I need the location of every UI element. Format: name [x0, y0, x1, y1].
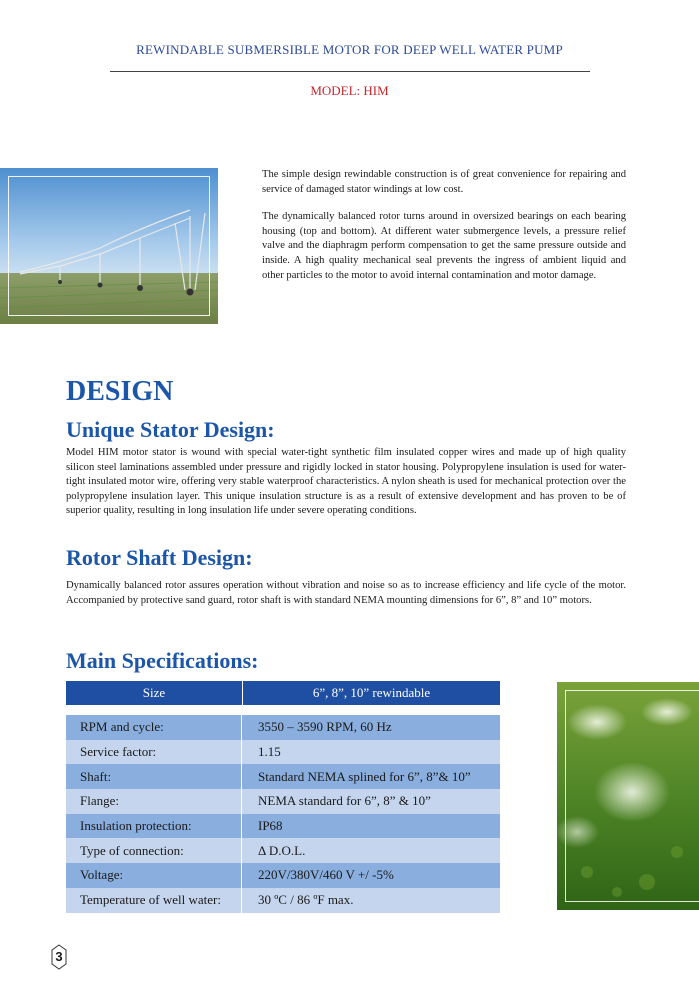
intro-paragraph-2: The dynamically balanced rotor turns around in oversized bearings on each bearing housing (top and bottom). At different water submergence levels, a pressure relief valve and the diaphragm perform compensation to get the same pressure outside and inside. A high quality mechanical seal prevents the ingress of ambient liquid and other particles to the motor to avoid internal contamination and motor damage. [262, 211, 626, 281]
table-row [66, 715, 500, 740]
spec-label: Flange: [66, 789, 242, 814]
table-row [66, 888, 500, 913]
spec-label: Insulation protection: [66, 814, 242, 839]
page-number-label: 3 [55, 949, 63, 964]
size-header-label: Size [66, 681, 243, 705]
design-heading: DESIGN [66, 376, 174, 407]
size-header-value: 6”, 8”, 10” rewindable [312, 685, 431, 700]
photo-frame [565, 690, 699, 902]
page-number [50, 944, 68, 970]
spec-value: Standard NEMA splined for 6”, 8”& 10” [258, 768, 471, 784]
specifications-table [66, 681, 500, 913]
spec-label: RPM and cycle: [66, 715, 242, 740]
spec-label: Temperature of well water: [66, 888, 242, 913]
spec-value: 220V/380V/460 V +/ -5% [258, 867, 394, 883]
spec-value: 30 ºC / 86 ºF max. [258, 892, 354, 908]
table-row [66, 789, 500, 814]
header-divider [110, 71, 590, 72]
specifications-heading: Main Specifications: [66, 648, 259, 673]
rotor-paragraph: Dynamically balanced rotor assures operation without vibration and noise so as to increase efficiency and life cycle of the motor. Accompanied by protective sand guard, rotor shaft is with standard NEMA mounting dimensions for 6”, 8” and 10” motors. [66, 580, 626, 606]
model-label: MODEL: HIM [310, 83, 389, 98]
table-row [66, 764, 500, 789]
photo-frame [8, 176, 210, 316]
stator-paragraph: Model HIM motor stator is wound with special water-tight synthetic film insulated copper wires and made up of high quality silicon steel laminations assembled under pressure and rigidly locked in stator housing. Polypropylene insulation is used for water-tight insulated motor wire, offering very stable waterproof characteristics. A nylon sheath is used for mechanical protection over the polypropylene insulation layer. This unique insulation structure is as a result of extensive development and has proven to be of superior quality, resulting in long insulation life under severe operating conditions. [66, 447, 626, 517]
spec-value: IP68 [258, 818, 283, 834]
spec-value: 3550 – 3590 RPM, 60 Hz [258, 719, 392, 735]
spec-value: Δ D.O.L. [258, 842, 306, 858]
rotor-heading: Rotor Shaft Design: [66, 545, 253, 570]
table-row [66, 740, 500, 765]
table-header-row [66, 681, 500, 705]
irrigation-photo [0, 168, 218, 324]
spec-value: 1.15 [258, 744, 281, 760]
spec-value: NEMA standard for 6”, 8” & 10” [258, 793, 431, 809]
document-title: REWINDABLE SUBMERSIBLE MOTOR FOR DEEP WELL WATER PUMP [136, 42, 563, 57]
stator-heading: Unique Stator Design: [66, 417, 275, 442]
table-row [66, 838, 500, 863]
spec-label: Voltage: [66, 863, 242, 888]
spec-label: Type of connection: [66, 838, 242, 863]
table-row [66, 814, 500, 839]
spec-label: Service factor: [66, 740, 242, 765]
table-row [66, 863, 500, 888]
intro-text [262, 168, 626, 296]
spec-label: Shaft: [66, 764, 242, 789]
sprinkler-field-photo [557, 682, 699, 910]
intro-paragraph-1: The simple design rewindable construction is of great convenience for repairing and service of damaged stator windings at low cost. [262, 169, 626, 195]
